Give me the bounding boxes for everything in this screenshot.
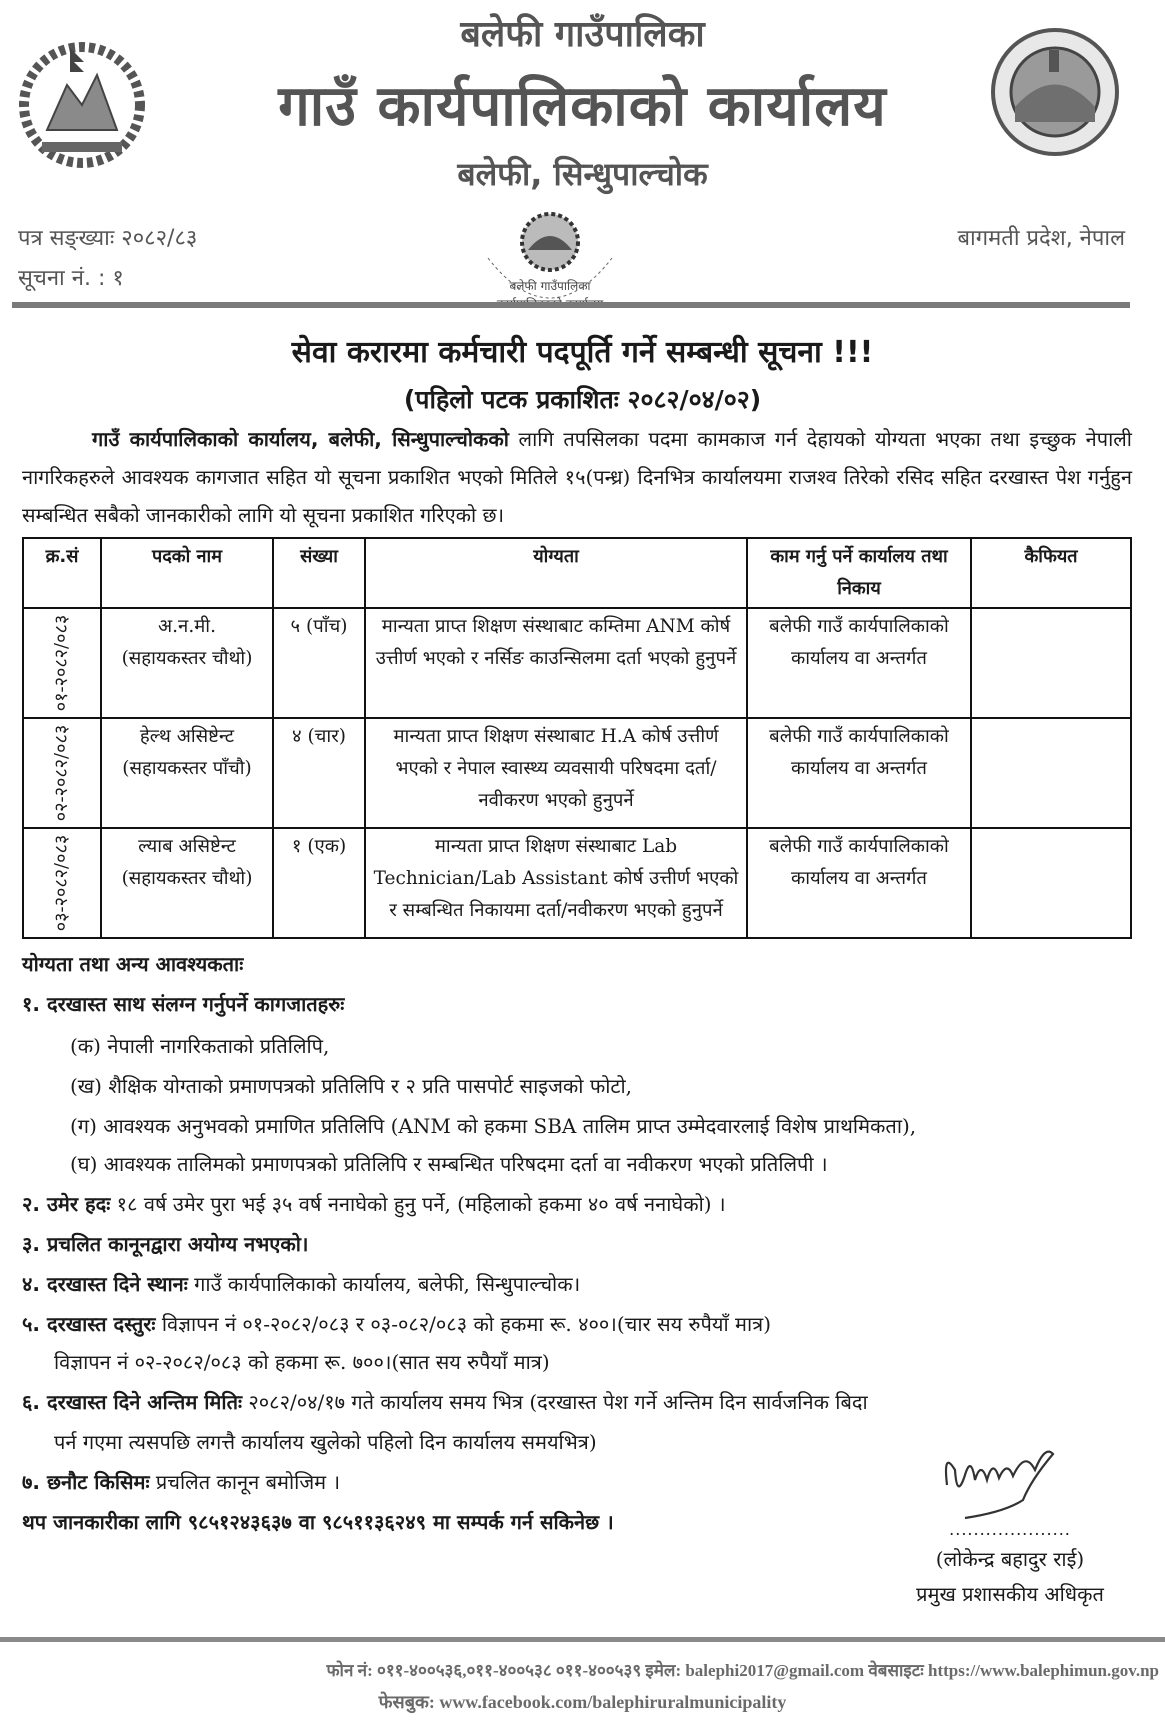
requirements-heading: योग्यता तथा अन्य आवश्यकताः <box>22 952 244 976</box>
row-post: हेल्थ असिष्टेन्ट (सहायकस्तर पाँचौ) <box>101 718 273 828</box>
signature-icon <box>935 1440 1075 1520</box>
row-post: ल्याब असिष्टेन्ट (सहायकस्तर चौथो) <box>101 828 273 938</box>
row-qualification: मान्यता प्राप्त शिक्षण संस्थाबाट कम्तिमा ANM कोर्ष उत्तीर्ण भएको र नर्सिङ काउन्सिलमा दर्ता भएको हुनुपर्ने <box>365 608 747 718</box>
req-item-6: ६. दरखास्त दिने अन्तिम मितिः २०८२/०४/१७ गते कार्यालय समय भित्र (दरखास्त पेश गर्ने अन्तिम दिन सार्वजनिक बिदा <box>22 1390 868 1414</box>
req-item-5-cont: विज्ञापन नं ०२-२०८२/०८३ को हकमा रू. ७००।(सात सय रुपैयाँ मात्र) <box>54 1350 550 1374</box>
row-office: बलेफी गाउँ कार्यपालिकाको कार्यालय वा अन्तर्गत <box>747 608 971 718</box>
req-sub-ka: (क) नेपाली नागरिकताको प्रतिलिपि, <box>70 1034 330 1058</box>
row-sn: ०३-२०८२/०८३ <box>23 828 101 938</box>
right-logo <box>985 22 1125 166</box>
col-office: काम गर्नु पर्ने कार्यालय तथा निकाय <box>747 538 971 608</box>
row-sn: ०१-२०८२/०८३ <box>23 608 101 718</box>
req-item-4: ४. दरखास्त दिने स्थानः गाउँ कार्यपालिकाको कार्यालय, बलेफी, सिन्धुपाल्चोक। <box>22 1272 581 1296</box>
row-sn: ०२-२०८२/०८३ <box>23 718 101 828</box>
row-post: अ.न.मी. (सहायकस्तर चौथो) <box>101 608 273 718</box>
table-header-row <box>23 538 1131 608</box>
notice-subtitle: (पहिलो पटक प्रकाशितः २०८२/०४/०२) <box>403 385 762 414</box>
req-item-5: ५. दरखास्त दस्तुरः विज्ञापन नं ०१-२०८२/०८३ र ०३-०८२/०८३ को हकमा रू. ४००।(चार सय रुपैयाँ मात्र) <box>22 1312 771 1336</box>
row-remarks <box>971 828 1131 938</box>
col-remarks: कैफियत <box>971 538 1131 608</box>
table-row <box>23 608 1131 718</box>
signatory-name: (लोकेन्द्र बहादुर राई) <box>935 1547 1085 1571</box>
req-item-6-cont: पर्न गएमा त्यसपछि लगत्तै कार्यालय खुलेको पहिलो दिन कार्यालय समयभित्र) <box>54 1430 597 1454</box>
balephi-municipality-logo-icon <box>985 22 1125 162</box>
svg-text:बलेफी गाउँपालिका: बलेफी गाउँपालिका <box>509 279 591 293</box>
col-sn: क्र.सं <box>23 538 101 608</box>
signatory-designation: प्रमुख प्रशासकीय अधिकृत <box>916 1582 1104 1606</box>
table-row <box>23 828 1131 938</box>
signature-block <box>895 1520 1125 1607</box>
province: बागमती प्रदेश, नेपाल <box>957 226 1125 251</box>
req-sub-ga: (ग) आवश्यक अनुभवको प्रमाणित प्रतिलिपि (ANM को हकमा SBA तालिम प्राप्त उम्मेदवारलाई विशेष प्राथमिकता), <box>70 1114 917 1138</box>
req-item-7: ७. छनौट किसिमः प्रचलित कानून बमोजिम । <box>22 1470 341 1494</box>
footer-facebook: फेसबुक: www.facebook.com/balephiruralmunicipality <box>378 1692 787 1712</box>
footer-contact: फोन नं: ०११-४००५३६,०११-४००५३८ ०११-४००५३९ इमेल: balephi2017@gmail.com वेबसाइटः https://www.balephimun.gov.np <box>326 1661 1159 1680</box>
row-count: १ (एक) <box>273 828 365 938</box>
req-sub-gha: (घ) आवश्यक तालिमको प्रमाणपत्रको प्रतिलिपि र सम्बन्धित परिषदमा दर्ता वा नवीकरण भएको प्रतिलिपी । <box>70 1152 828 1176</box>
req-sub-kha: (ख) शैक्षिक योग्ताको प्रमाणपत्रको प्रतिलिपि र २ प्रति पासपोर्ट साइजको फोटो, <box>70 1074 633 1098</box>
office-seal-icon <box>470 208 630 328</box>
req-item-3: ३. प्रचलित कानूनद्वारा अयोग्य नभएको। <box>22 1232 309 1256</box>
row-office: बलेफी गाउँ कार्यपालिकाको कार्यालय वा अन्तर्गत <box>747 828 971 938</box>
posts-table <box>22 537 1132 939</box>
col-count: संख्या <box>273 538 365 608</box>
row-remarks <box>971 608 1131 718</box>
signature-scribble <box>935 1440 1075 1524</box>
row-count: ५ (पाँच) <box>273 608 365 718</box>
row-office: बलेफी गाउँ कार्यपालिकाको कार्यालय वा अन्तर्गत <box>747 718 971 828</box>
header-divider <box>12 302 1130 308</box>
notice-title: सेवा करारमा कर्मचारी पदपूर्ति गर्ने सम्बन्धी सूचना !!! <box>291 335 874 370</box>
intro-text: लागि तपसिलका पदमा कामकाज गर्न देहायको योग्यता भएका तथा इच्छुक नेपाली नागरिकहरुले आवश्यक कागजात सहित यो सूचना प्रकाशित भएको मितिले १५(पन्ध्र) दिनभित्र कार्यालयमा राजश्व तिरेको रसिद सहित दरखास्त पेश गर्नुहुन सम्बन्धित सबैको जानकारीको लागि यो सूचना प्रकाशित गरिएको छ। <box>22 427 1132 527</box>
office-location: बलेफी, सिन्धुपाल्चोक <box>457 155 708 193</box>
signature-dots: .................... <box>949 1520 1071 1539</box>
table-row <box>23 718 1131 828</box>
req-item-2: २. उमेर हदः १८ वर्ष उमेर पुरा भई ३५ वर्ष ननाघेको हुनु पर्ने, (महिलाको हकमा ४० वर्ष ननाघेको) । <box>22 1192 726 1216</box>
municipality-name: बलेफी गाउँपालिका <box>460 14 705 55</box>
intro-bold: गाउँ कार्यपालिकाको कार्यालय, बलेफी, सिन्धुपाल्चोकको <box>92 427 509 451</box>
col-qualification: योग्यता <box>365 538 747 608</box>
row-qualification: मान्यता प्राप्त शिक्षण संस्थाबाट Lab Technician/Lab Assistant कोर्ष उत्तीर्ण भएको र सम्बन्धित निकायमा दर्ता/नवीकरण भएको हुनुपर्ने <box>365 828 747 938</box>
footer-divider <box>0 1637 1165 1642</box>
notice-number: सूचना नं. : १ <box>18 266 124 291</box>
req-item-1: १. दरखास्त साथ संलग्न गर्नुपर्ने कागजातहरुः <box>22 992 345 1016</box>
notice-intro <box>22 420 1132 534</box>
row-count: ४ (चार) <box>273 718 365 828</box>
letter-number: पत्र सङ्ख्याः २०८२/८३ <box>18 226 198 251</box>
contact-info: थप जानकारीका लागि ९८५१२४३६३७ वा ९८५११३६२४९ मा सम्पर्क गर्न सकिनेछ । <box>22 1510 614 1534</box>
col-post: पदको नाम <box>101 538 273 608</box>
center-seal <box>470 208 630 332</box>
row-remarks <box>971 718 1131 828</box>
row-qualification: मान्यता प्राप्त शिक्षण संस्थाबाट H.A कोर्ष उत्तीर्ण भएको र नेपाल स्वास्थ्य व्यवसायी परिषदमा दर्ता/नवीकरण भएको हुनुपर्ने <box>365 718 747 828</box>
office-title: गाउँ कार्यपालिकाको कार्यालय <box>278 74 887 139</box>
